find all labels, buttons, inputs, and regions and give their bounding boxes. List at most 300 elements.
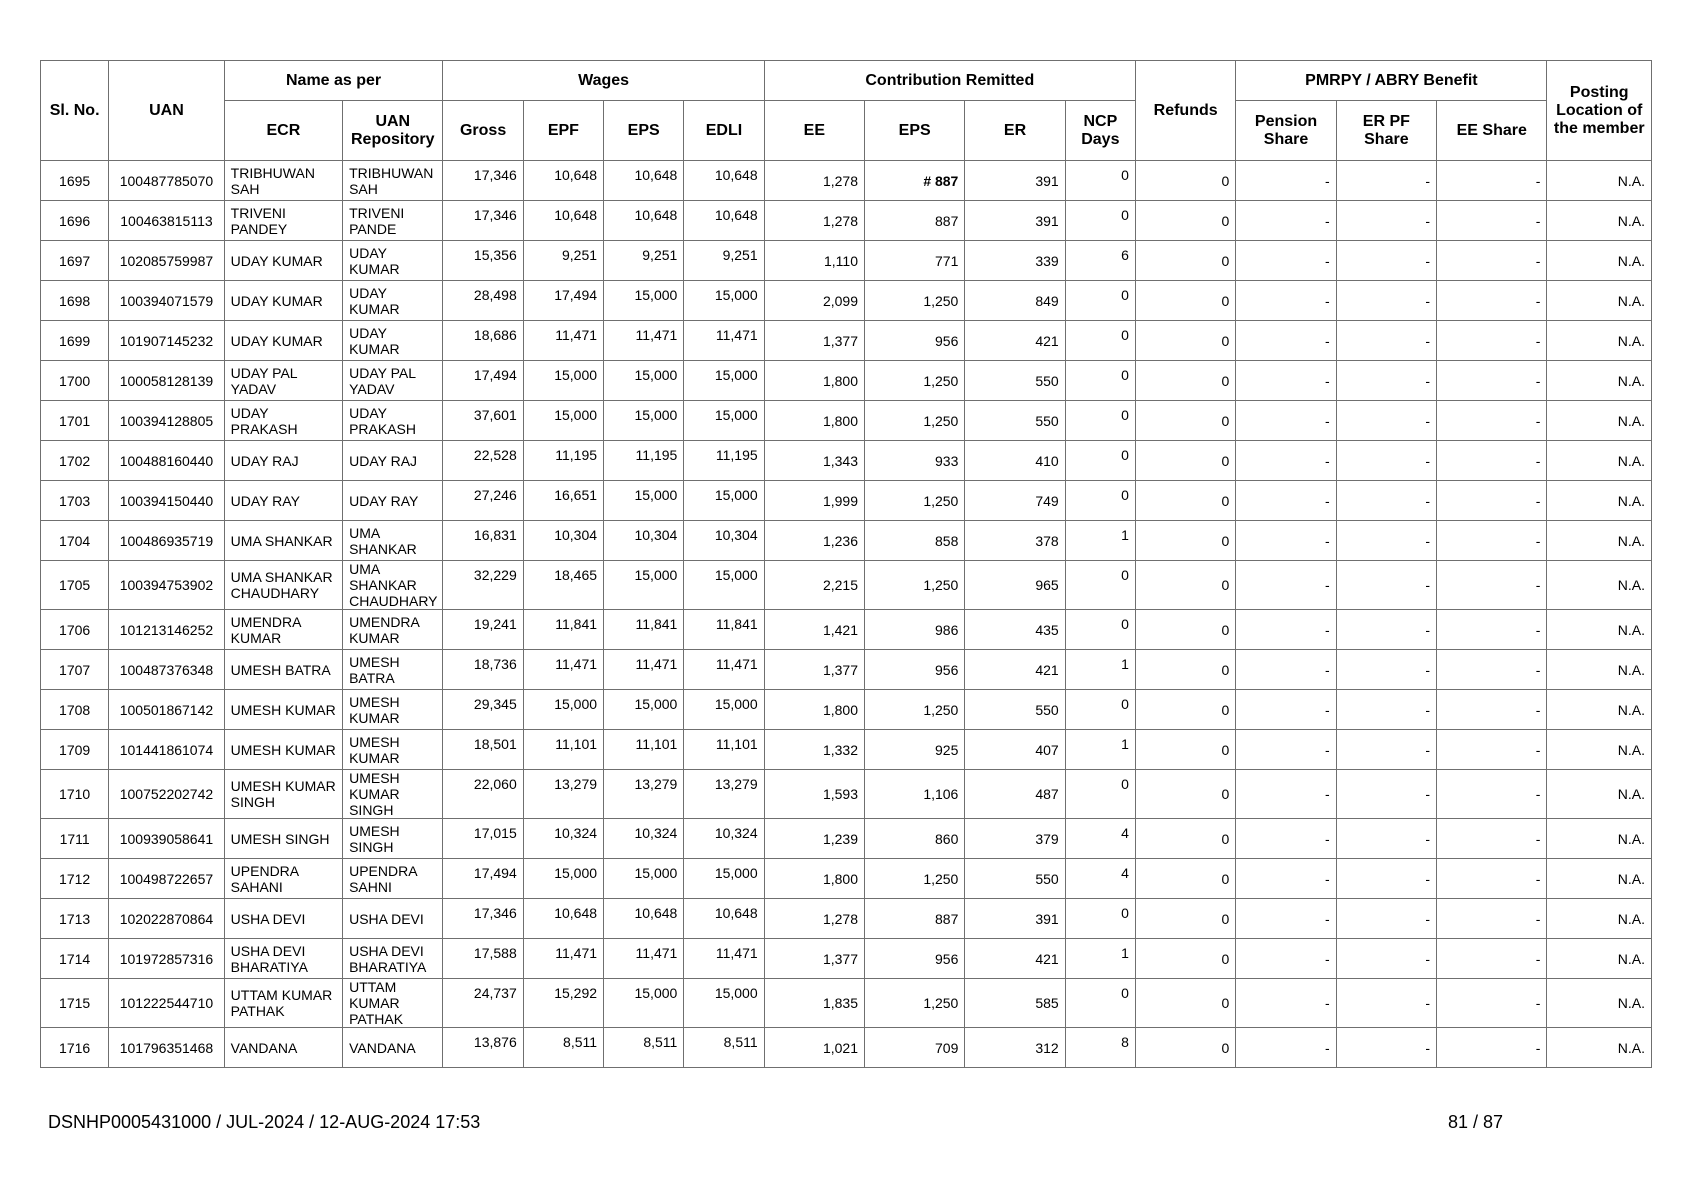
cell-er: 421 [965,321,1065,361]
cell-pension-share: - [1236,241,1336,281]
cell-gross: 29,345 [443,690,523,730]
cell-edli: 11,471 [684,650,764,690]
cell-ecr-name: UDAY RAY [224,481,342,521]
cell-uan-repository-name: USHA DEVI BHARATIYA [343,939,443,979]
cell-eps-contribution: 933 [865,441,965,481]
cell-eps-contribution: 887 [865,201,965,241]
cell-refunds: 0 [1135,201,1235,241]
table-row [41,561,1652,610]
header-er: ER [965,101,1065,161]
cell-pension-share: - [1236,441,1336,481]
cell-edli: 11,471 [684,321,764,361]
header-eps-contribution: EPS [865,101,965,161]
cell-er-pf-share: - [1336,441,1436,481]
table-row [41,939,1652,979]
cell-ecr-name: UMESH KUMAR [224,690,342,730]
cell-posting-location: N.A. [1547,201,1652,241]
cell-epf: 17,494 [523,281,603,321]
cell-eps-wages: 8,511 [604,1028,684,1068]
cell-pension-share: - [1236,730,1336,770]
cell-ecr-name: UMENDRA KUMAR [224,610,342,650]
cell-ncp-days: 0 [1065,201,1135,241]
cell-posting-location: N.A. [1547,859,1652,899]
cell-posting-location: N.A. [1547,690,1652,730]
cell-refunds: 0 [1135,1028,1235,1068]
cell-ee-share: - [1437,241,1547,281]
cell-ncp-days: 1 [1065,730,1135,770]
cell-uan: 101907145232 [109,321,224,361]
cell-epf: 11,471 [523,650,603,690]
cell-refunds: 0 [1135,561,1235,610]
cell-gross: 17,346 [443,201,523,241]
cell-edli: 11,195 [684,441,764,481]
cell-uan-repository-name: UMESH KUMAR [343,730,443,770]
cell-eps-wages: 15,000 [604,481,684,521]
cell-gross: 24,737 [443,979,523,1028]
cell-pension-share: - [1236,650,1336,690]
cell-sl-no: 1713 [41,899,109,939]
cell-epf: 9,251 [523,241,603,281]
cell-er: 391 [965,899,1065,939]
cell-sl-no: 1702 [41,441,109,481]
cell-er-pf-share: - [1336,521,1436,561]
cell-edli: 13,279 [684,770,764,819]
cell-epf: 11,841 [523,610,603,650]
cell-sl-no: 1697 [41,241,109,281]
cell-ee-share: - [1437,1028,1547,1068]
cell-eps-wages: 11,471 [604,321,684,361]
cell-ee: 1,377 [764,650,864,690]
cell-er-pf-share: - [1336,401,1436,441]
cell-pension-share: - [1236,859,1336,899]
cell-epf: 15,292 [523,979,603,1028]
cell-uan: 101222544710 [109,979,224,1028]
cell-pension-share: - [1236,161,1336,201]
header-edli: EDLI [684,101,764,161]
cell-refunds: 0 [1135,161,1235,201]
cell-pension-share: - [1236,481,1336,521]
cell-ncp-days: 0 [1065,690,1135,730]
cell-eps-contribution: 925 [865,730,965,770]
cell-pension-share: - [1236,561,1336,610]
header-wages: Wages [443,61,764,101]
cell-ee-share: - [1437,730,1547,770]
header-posting-location: Posting Location of the member [1547,61,1652,161]
cell-ncp-days: 0 [1065,361,1135,401]
cell-uan: 100394150440 [109,481,224,521]
cell-posting-location: N.A. [1547,979,1652,1028]
cell-gross: 22,528 [443,441,523,481]
cell-ee: 1,800 [764,401,864,441]
header-gross: Gross [443,101,523,161]
cell-ee-share: - [1437,690,1547,730]
cell-posting-location: N.A. [1547,610,1652,650]
cell-sl-no: 1709 [41,730,109,770]
cell-ee: 1,377 [764,939,864,979]
cell-ee: 2,215 [764,561,864,610]
cell-ee: 2,099 [764,281,864,321]
cell-er: 391 [965,201,1065,241]
cell-ncp-days: 6 [1065,241,1135,281]
cell-pension-share: - [1236,939,1336,979]
table-row [41,401,1652,441]
cell-eps-wages: 10,648 [604,201,684,241]
cell-uan: 100939058641 [109,819,224,859]
cell-posting-location: N.A. [1547,161,1652,201]
cell-ncp-days: 0 [1065,610,1135,650]
cell-eps-wages: 15,000 [604,690,684,730]
cell-ee-share: - [1437,939,1547,979]
ecr-contribution-table [40,60,1652,1068]
header-contribution-remitted: Contribution Remitted [764,61,1135,101]
cell-eps-wages: 10,304 [604,521,684,561]
cell-er-pf-share: - [1336,361,1436,401]
cell-posting-location: N.A. [1547,819,1652,859]
cell-refunds: 0 [1135,770,1235,819]
cell-er-pf-share: - [1336,770,1436,819]
cell-eps-contribution: 1,250 [865,281,965,321]
cell-er-pf-share: - [1336,819,1436,859]
cell-edli: 10,648 [684,899,764,939]
header-epf: EPF [523,101,603,161]
header-er-pf-share: ER PF Share [1336,101,1436,161]
cell-ncp-days: 1 [1065,521,1135,561]
cell-posting-location: N.A. [1547,561,1652,610]
cell-ecr-name: UDAY KUMAR [224,241,342,281]
cell-edli: 11,841 [684,610,764,650]
cell-gross: 17,588 [443,939,523,979]
cell-er: 550 [965,690,1065,730]
cell-sl-no: 1700 [41,361,109,401]
cell-ecr-name: TRIVENI PANDEY [224,201,342,241]
cell-edli: 15,000 [684,281,764,321]
cell-refunds: 0 [1135,690,1235,730]
cell-ee: 1,278 [764,899,864,939]
cell-ee-share: - [1437,859,1547,899]
cell-gross: 17,346 [443,161,523,201]
cell-uan: 100488160440 [109,441,224,481]
cell-posting-location: N.A. [1547,281,1652,321]
cell-er: 378 [965,521,1065,561]
cell-eps-contribution: 956 [865,650,965,690]
cell-edli: 15,000 [684,361,764,401]
cell-ee: 1,239 [764,819,864,859]
cell-eps-wages: 9,251 [604,241,684,281]
cell-pension-share: - [1236,610,1336,650]
cell-posting-location: N.A. [1547,321,1652,361]
cell-pension-share: - [1236,899,1336,939]
cell-ee: 1,021 [764,1028,864,1068]
table-row [41,361,1652,401]
cell-er: 407 [965,730,1065,770]
table-row [41,321,1652,361]
cell-er-pf-share: - [1336,561,1436,610]
cell-ee: 1,332 [764,730,864,770]
cell-ecr-name: UDAY KUMAR [224,321,342,361]
cell-ecr-name: UMA SHANKAR [224,521,342,561]
cell-gross: 22,060 [443,770,523,819]
cell-epf: 11,471 [523,321,603,361]
cell-eps-wages: 15,000 [604,401,684,441]
cell-eps-wages: 11,841 [604,610,684,650]
cell-ecr-name: UMA SHANKAR CHAUDHARY [224,561,342,610]
cell-edli: 8,511 [684,1028,764,1068]
cell-gross: 32,229 [443,561,523,610]
cell-edli: 10,648 [684,161,764,201]
cell-posting-location: N.A. [1547,521,1652,561]
cell-eps-wages: 15,000 [604,859,684,899]
cell-gross: 15,356 [443,241,523,281]
cell-er: 435 [965,610,1065,650]
cell-er: 410 [965,441,1065,481]
cell-uan-repository-name: UDAY PAL YADAV [343,361,443,401]
cell-epf: 15,000 [523,690,603,730]
cell-er-pf-share: - [1336,899,1436,939]
cell-ee-share: - [1437,770,1547,819]
cell-posting-location: N.A. [1547,650,1652,690]
cell-uan: 100486935719 [109,521,224,561]
cell-eps-wages: 15,000 [604,561,684,610]
table-row [41,241,1652,281]
header-ncp-days: NCP Days [1065,101,1135,161]
cell-ncp-days: 4 [1065,859,1135,899]
cell-sl-no: 1705 [41,561,109,610]
cell-er: 391 [965,161,1065,201]
header-refunds: Refunds [1135,61,1235,161]
table-row [41,650,1652,690]
cell-er: 421 [965,939,1065,979]
table-row [41,610,1652,650]
table-row [41,770,1652,819]
cell-posting-location: N.A. [1547,481,1652,521]
cell-uan: 101796351468 [109,1028,224,1068]
cell-ee: 1,835 [764,979,864,1028]
header-name-as-per: Name as per [224,61,443,101]
cell-ncp-days: 0 [1065,441,1135,481]
cell-eps-contribution: 956 [865,321,965,361]
cell-ncp-days: 0 [1065,770,1135,819]
table-row [41,819,1652,859]
cell-ee-share: - [1437,610,1547,650]
cell-er: 487 [965,770,1065,819]
header-pmrpy-abry-benefit: PMRPY / ABRY Benefit [1236,61,1547,101]
cell-refunds: 0 [1135,441,1235,481]
cell-edli: 15,000 [684,690,764,730]
cell-pension-share: - [1236,521,1336,561]
table-row [41,690,1652,730]
cell-refunds: 0 [1135,321,1235,361]
header-ecr: ECR [224,101,342,161]
cell-gross: 17,015 [443,819,523,859]
cell-refunds: 0 [1135,730,1235,770]
cell-eps-contribution: 986 [865,610,965,650]
cell-uan: 100394071579 [109,281,224,321]
cell-gross: 28,498 [443,281,523,321]
cell-eps-contribution: 860 [865,819,965,859]
cell-er-pf-share: - [1336,161,1436,201]
cell-refunds: 0 [1135,401,1235,441]
cell-ee-share: - [1437,561,1547,610]
table-row [41,521,1652,561]
cell-eps-wages: 15,000 [604,979,684,1028]
cell-sl-no: 1714 [41,939,109,979]
cell-pension-share: - [1236,201,1336,241]
cell-uan: 100394753902 [109,561,224,610]
cell-posting-location: N.A. [1547,1028,1652,1068]
cell-er-pf-share: - [1336,201,1436,241]
cell-gross: 18,686 [443,321,523,361]
cell-sl-no: 1715 [41,979,109,1028]
cell-sl-no: 1711 [41,819,109,859]
cell-er: 965 [965,561,1065,610]
cell-eps-contribution: 709 [865,1028,965,1068]
cell-ee-share: - [1437,441,1547,481]
cell-refunds: 0 [1135,481,1235,521]
cell-epf: 15,000 [523,401,603,441]
cell-epf: 15,000 [523,859,603,899]
cell-ee: 1,593 [764,770,864,819]
table-row [41,481,1652,521]
cell-epf: 18,465 [523,561,603,610]
cell-ee: 1,421 [764,610,864,650]
cell-ee-share: - [1437,401,1547,441]
cell-ee: 1,278 [764,161,864,201]
cell-edli: 10,324 [684,819,764,859]
cell-refunds: 0 [1135,650,1235,690]
cell-ncp-days: 0 [1065,561,1135,610]
cell-ecr-name: UMESH KUMAR SINGH [224,770,342,819]
cell-gross: 18,501 [443,730,523,770]
cell-uan-repository-name: USHA DEVI [343,899,443,939]
cell-ncp-days: 4 [1065,819,1135,859]
cell-gross: 17,494 [443,859,523,899]
cell-uan-repository-name: UMA SHANKAR [343,521,443,561]
cell-epf: 11,195 [523,441,603,481]
cell-er: 550 [965,361,1065,401]
cell-sl-no: 1706 [41,610,109,650]
cell-ecr-name: UMESH SINGH [224,819,342,859]
cell-uan: 102022870864 [109,899,224,939]
cell-ecr-name: UMESH KUMAR [224,730,342,770]
cell-uan-repository-name: UMESH SINGH [343,819,443,859]
cell-refunds: 0 [1135,819,1235,859]
cell-posting-location: N.A. [1547,939,1652,979]
cell-er: 339 [965,241,1065,281]
cell-refunds: 0 [1135,859,1235,899]
cell-eps-contribution: 1,250 [865,979,965,1028]
header-ee-share: EE Share [1437,101,1547,161]
cell-epf: 10,648 [523,161,603,201]
cell-epf: 15,000 [523,361,603,401]
cell-posting-location: N.A. [1547,361,1652,401]
cell-ee: 1,278 [764,201,864,241]
cell-sl-no: 1698 [41,281,109,321]
cell-ee-share: - [1437,899,1547,939]
cell-eps-contribution: 1,250 [865,561,965,610]
cell-epf: 10,648 [523,899,603,939]
cell-eps-wages: 15,000 [604,361,684,401]
cell-epf: 8,511 [523,1028,603,1068]
cell-gross: 13,876 [443,1028,523,1068]
cell-sl-no: 1696 [41,201,109,241]
header-uan-repository: UAN Repository [343,101,443,161]
cell-eps-contribution: 887 [865,899,965,939]
cell-eps-wages: 10,324 [604,819,684,859]
cell-epf: 10,324 [523,819,603,859]
header-ee: EE [764,101,864,161]
cell-eps-contribution: 956 [865,939,965,979]
cell-sl-no: 1695 [41,161,109,201]
cell-refunds: 0 [1135,979,1235,1028]
cell-er-pf-share: - [1336,650,1436,690]
cell-posting-location: N.A. [1547,770,1652,819]
cell-posting-location: N.A. [1547,730,1652,770]
table-header [41,61,1652,161]
cell-uan-repository-name: TRIBHUWAN SAH [343,161,443,201]
cell-ecr-name: USHA DEVI [224,899,342,939]
cell-uan: 100498722657 [109,859,224,899]
cell-ee: 1,800 [764,690,864,730]
cell-ncp-days: 0 [1065,401,1135,441]
cell-ecr-name: TRIBHUWAN SAH [224,161,342,201]
cell-eps-contribution: 1,250 [865,361,965,401]
cell-ncp-days: 0 [1065,979,1135,1028]
cell-eps-wages: 11,101 [604,730,684,770]
cell-ee-share: - [1437,161,1547,201]
cell-pension-share: - [1236,321,1336,361]
cell-epf: 13,279 [523,770,603,819]
cell-ee-share: - [1437,979,1547,1028]
table-row [41,201,1652,241]
cell-refunds: 0 [1135,241,1235,281]
header-uan: UAN [109,61,224,161]
table-row [41,441,1652,481]
cell-uan-repository-name: UDAY KUMAR [343,321,443,361]
cell-er-pf-share: - [1336,979,1436,1028]
cell-ncp-days: 1 [1065,650,1135,690]
cell-edli: 10,648 [684,201,764,241]
cell-edli: 11,101 [684,730,764,770]
cell-gross: 27,246 [443,481,523,521]
cell-uan-repository-name: UPENDRA SAHNI [343,859,443,899]
cell-ee-share: - [1437,650,1547,690]
cell-uan: 100487376348 [109,650,224,690]
cell-er-pf-share: - [1336,1028,1436,1068]
cell-refunds: 0 [1135,939,1235,979]
cell-eps-wages: 15,000 [604,281,684,321]
cell-ecr-name: UDAY PRAKASH [224,401,342,441]
cell-gross: 18,736 [443,650,523,690]
cell-ee: 1,800 [764,859,864,899]
table-row [41,899,1652,939]
cell-eps-contribution: 858 [865,521,965,561]
cell-uan-repository-name: UDAY RAY [343,481,443,521]
cell-ecr-name: UPENDRA SAHANI [224,859,342,899]
cell-eps-contribution: 1,250 [865,690,965,730]
cell-ee: 1,999 [764,481,864,521]
cell-ee-share: - [1437,281,1547,321]
cell-uan-repository-name: UMA SHANKAR CHAUDHARY [343,561,443,610]
cell-refunds: 0 [1135,361,1235,401]
cell-eps-contribution: 1,250 [865,859,965,899]
cell-er-pf-share: - [1336,859,1436,899]
table-row [41,730,1652,770]
cell-edli: 11,471 [684,939,764,979]
cell-eps-wages: 10,648 [604,899,684,939]
cell-edli: 15,000 [684,481,764,521]
table-row [41,161,1652,201]
table-row [41,281,1652,321]
